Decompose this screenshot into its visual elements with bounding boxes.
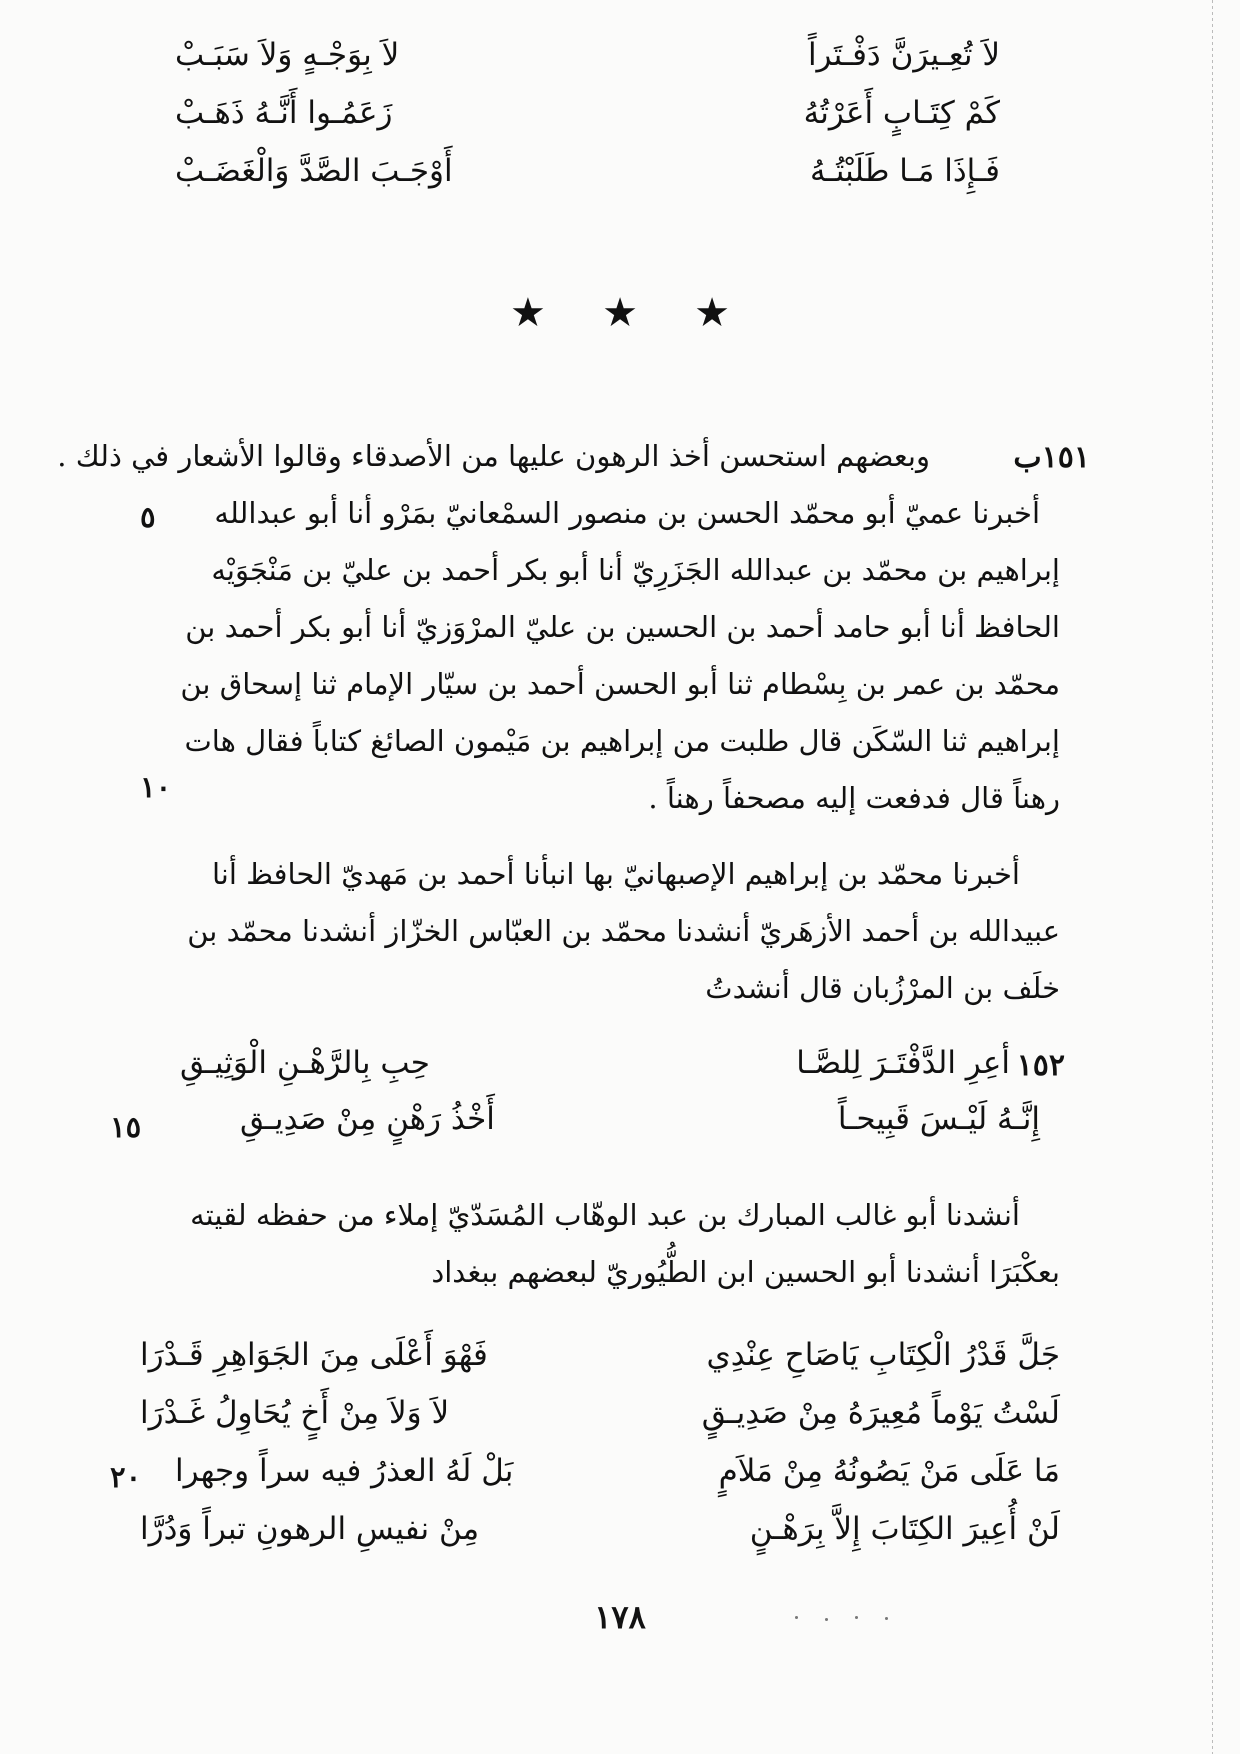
line-number: ٢٠ <box>110 1460 142 1494</box>
paragraph-line: بعكْبَرَا أنشدنا أبو الحسين ابن الطُّيُوريّ لبعضهم ببغداد <box>431 1255 1060 1289</box>
verse-hemistich-first: لَنْ أُعِيرَ الكِتَابَ إِلاَّ بِرَهْـنٍ <box>749 1511 1060 1547</box>
line-number: ١٠ <box>140 770 172 804</box>
paragraph-line: محمّد بن عمر بن بِسْطام ثنا أبو الحسن أحمد بن سيّار الإمام ثنا إسحاق بن <box>180 667 1060 701</box>
verse-hemistich-first: إِنَّـهُ لَيْـسَ قَبِيحـاً <box>837 1101 1040 1137</box>
verse-hemistich-second: حِبِ بِالرَّهْـنِ الْوَثِيـقِ <box>180 1045 430 1081</box>
verse-hemistich-second: أَوْجَـبَ الصَّدَّ وَالْغَضَـبْ <box>175 153 453 189</box>
line-number: ١٥ <box>110 1110 142 1144</box>
paragraph-line: إبراهيم بن محمّد بن عبدالله الجَزَرِيّ أنا أبو بكر أحمد بن عليّ بن مَنْجَوَيْه <box>211 553 1060 587</box>
scan-speck <box>825 1618 828 1621</box>
paragraph-line: خلَف بن المرْزُبان قال أنشدتُ <box>705 971 1060 1005</box>
paragraph-line: إبراهيم ثنا السّكَن قال طلبت من إبراهيم بن مَيْمون الصائغ كتاباً فقال هات <box>184 724 1060 758</box>
poem2-verse <box>240 1101 1040 1137</box>
paragraph-line: أخبرنا عميّ أبو محمّد الحسن بن منصور السمْعانيّ بمَرْو أنا أبو عبدالله <box>214 496 1040 530</box>
verse-hemistich-second: بَلْ لَهُ العذرُ فيه سراً وجهرا <box>175 1453 514 1489</box>
star-icon: ★ <box>694 290 730 336</box>
line-number: ٥ <box>140 500 156 534</box>
verse-hemistich-first: كَمْ كِتَـابٍ أَعَرْتُهُ <box>803 95 1000 131</box>
paragraph-line: أنشدنا أبو غالب المبارك بن عبد الوهّاب المُسَدّيّ إملاء من حفظه لقيته <box>190 1198 1020 1232</box>
verse-hemistich-first: مَا عَلَى مَنْ يَصُونُهُ مِنْ مَلاَمٍ <box>718 1453 1060 1489</box>
scan-speck <box>795 1616 798 1619</box>
scan-speck <box>885 1617 888 1620</box>
poem3-verse <box>175 1453 1060 1489</box>
paragraph-line: رهناً قال فدفعت إليه مصحفاً رهناً . <box>648 781 1060 815</box>
paragraph-line: الحافظ أنا أبو حامد أحمد بن الحسين بن عليّ المرْوَزيّ أنا أبو بكر أحمد بن <box>185 610 1060 644</box>
section-separator <box>510 290 730 336</box>
verse-hemistich-second: مِنْ نفيسِ الرهونِ تبراً وَدُرَّا <box>140 1511 480 1547</box>
star-icon: ★ <box>510 290 546 336</box>
section-intro: وبعضهم استحسن أخذ الرهون عليها من الأصدقاء وقالوا الأشعار في ذلك . <box>57 439 930 473</box>
verse-hemistich-first: فَـإِذَا مَـا طَلَبْتُـهُ <box>810 153 1000 189</box>
poem1-verse <box>175 37 1000 73</box>
poem2-verse <box>180 1045 1010 1081</box>
verse-hemistich-second: أَخْذُ رَهْنٍ مِنْ صَدِيـقِ <box>240 1101 495 1137</box>
verse-hemistich-second: زَعَمُـوا أَنَّـهُ ذَهَـبْ <box>175 95 393 131</box>
section-marker: ١٥١ب <box>1013 440 1090 475</box>
paragraph-line: عبيدالله بن أحمد الأزهَريّ أنشدنا محمّد بن العبّاس الخزّاز أنشدنا محمّد بن <box>187 914 1060 948</box>
verse-hemistich-first: لَسْتُ يَوْماً مُعِيرَهُ مِنْ صَدِيـقٍ <box>701 1395 1060 1431</box>
poem1-verse <box>175 153 1000 189</box>
poem3-verse <box>140 1395 1060 1431</box>
verse-hemistich-first: أعِرِ الدَّفْتَـرَ لِلصَّـا <box>796 1045 1010 1081</box>
verse-hemistich-second: لاَ وَلاَ مِنْ أَخٍ يُحَاوِلُ غَـدْرَا <box>140 1395 450 1431</box>
page-number: ١٧٨ <box>594 1598 646 1636</box>
verse-hemistich-first: لاَ تُعِـيرَنَّ دَفْـتَراً <box>807 37 1000 73</box>
paragraph-line: أخبرنا محمّد بن إبراهيم الإصبهانيّ بها انبأنا أحمد بن مَهديّ الحافظ أنا <box>211 857 1020 891</box>
scan-edge-line <box>1212 0 1213 1754</box>
section-marker: ١٥٢ <box>1016 1048 1065 1083</box>
verse-hemistich-second: لاَ بِوَجْـهٍ وَلاَ سَبَـبْ <box>175 37 400 73</box>
poem3-verse <box>140 1511 1060 1547</box>
poem1-verse <box>175 95 1000 131</box>
poem3-verse <box>140 1337 1060 1373</box>
verse-hemistich-first: جَلَّ قَدْرُ الْكِتَابِ يَاصَاحِ عِنْدِي <box>706 1337 1060 1373</box>
star-icon: ★ <box>602 290 638 336</box>
scan-speck <box>855 1616 858 1619</box>
verse-hemistich-second: فَهْوَ أَعْلَى مِنَ الجَوَاهِرِ قَـدْرَا <box>140 1337 488 1373</box>
